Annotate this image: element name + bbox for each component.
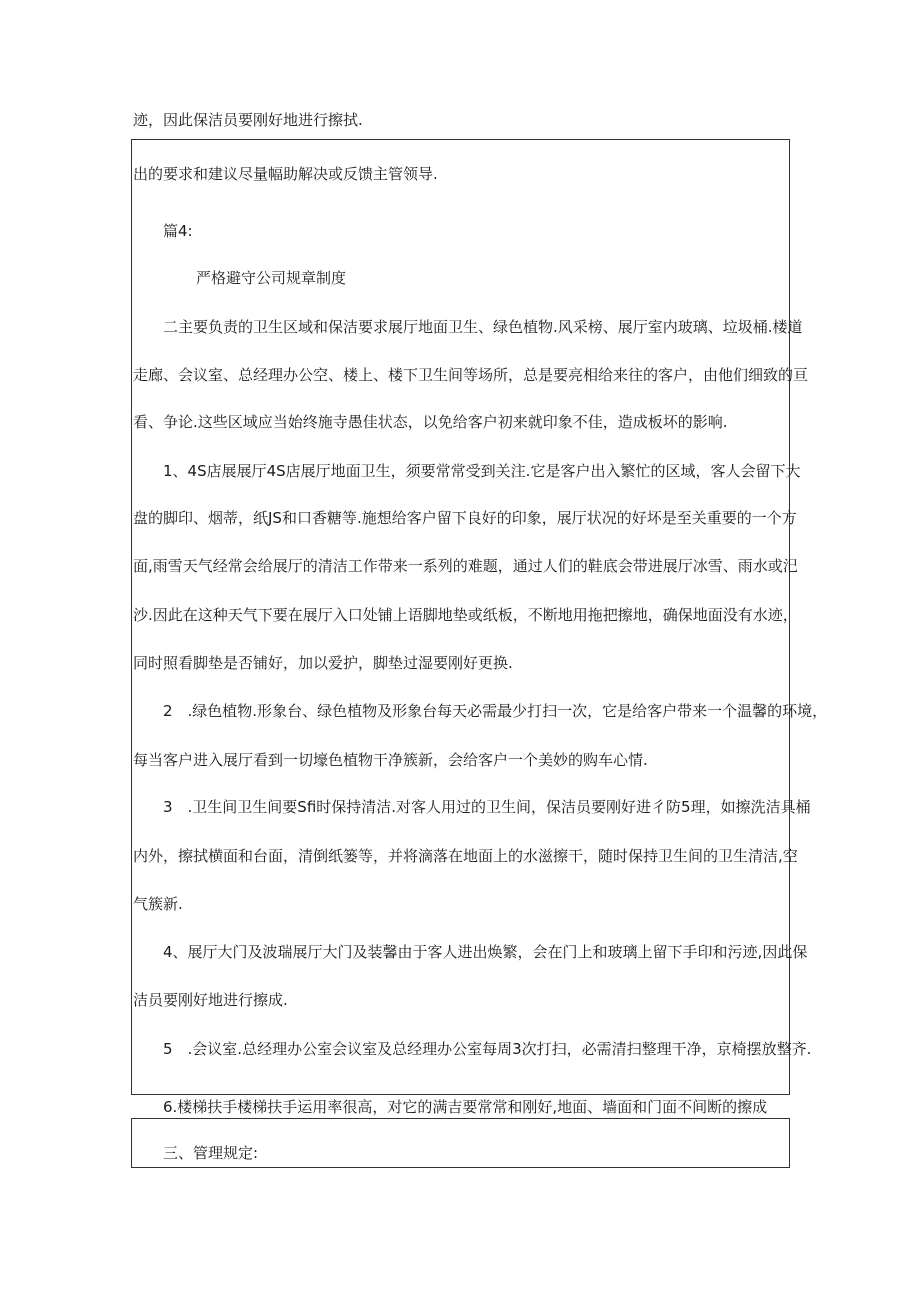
paragraph-line: 5 .会议室.总经理办公室会议室及总经理办公室每周3次打扫，必需清扫整理干净，京椅摆放整齐. — [163, 1040, 812, 1058]
paragraph-line: 2 .绿色植物.形象台、绿色植物及形象台每天必需最少打扫一次，它是给客户带来一个温馨的环境， — [163, 702, 828, 720]
paragraph-line: 同时照看脚垫是否铺好，加以爱护，脚垫过湿要刚好更换. — [133, 654, 513, 672]
paragraph-line: 洁员要刚好地进行擦成. — [133, 991, 288, 1009]
paragraph-line: 4、展厅大门及波瑞展厅大门及装馨由于客人进出焕繁，会在门上和玻璃上留下手印和污迹,因此保 — [163, 943, 808, 961]
paragraph-line-middle: 6.楼梯扶手楼梯扶手运用率很高，对它的满吉要常常和刚好,地面、墙面和门面不间断的擦成 — [163, 1098, 768, 1116]
paragraph-line: 出的要求和建议尽量幅助解决或反馈主管领导. — [133, 165, 438, 183]
paragraph-line: 1、4S店展展厅4S店展厅地面卫生，须要常常受到关注.它是客户出入繁忙的区域，客人会留下大 — [163, 462, 801, 480]
section-heading: 三、管理规定: — [163, 1144, 259, 1162]
paragraph-line: 看、争论.这些区域应当始终施寺愚佳状态，以免给客户初来就印象不佳，造成板坏的影响. — [133, 413, 728, 431]
paragraph-line: 沙.因此在这种天气下要在展厅入口处铺上语脚地垫或纸板，不断地用拖把擦地，确保地面没有水迹， — [133, 606, 798, 624]
paragraph-line: 走廊、会议室、总经理办公空、楼上、楼下卫生间等场所，总是要亮相给来往的客户，由他们细致的亘 — [133, 366, 809, 384]
paragraph-line: 二主要负责的卫生区域和保洁要求展厅地面卫生、绿色植物.风采榜、展厅室内玻璃、垃圾桶.楼道 — [163, 318, 803, 336]
section-heading: 篇4: — [163, 222, 193, 240]
paragraph-line: 面,雨雪天气经常会给展厅的清洁工作带来一系列的难题，通过人们的鞋底会带进展厅冰雪、雨水或汜 — [133, 557, 798, 575]
subsection-heading: 严格避守公司规章制度 — [196, 269, 347, 287]
paragraph-line: 气簇新. — [133, 895, 183, 913]
paragraph-line: 内外，擦拭横面和台面，清倒纸篓等，并将滴落在地面上的水滋擦干，随时保持卫生间的卫生清洁,空 — [133, 847, 798, 865]
paragraph-line-top: 迹，因此保洁员要刚好地进行擦拭. — [133, 111, 363, 129]
paragraph-line: 盘的脚印、烟蒂，纸JS和口香糖等.施想给客户留下良好的印象，展厅状况的好坏是至关重要的一个方 — [133, 509, 797, 527]
paragraph-line: 每当客户进入展厅看到一切壕色植物干净簇新，会给客户一个美妙的购车心情. — [133, 751, 648, 769]
paragraph-line: 3 .卫生间卫生间要Sfi时保持清洁.对客人用过的卫生间，保洁员要刚好进彳防5理，如擦洗洁具桶 — [163, 798, 811, 816]
